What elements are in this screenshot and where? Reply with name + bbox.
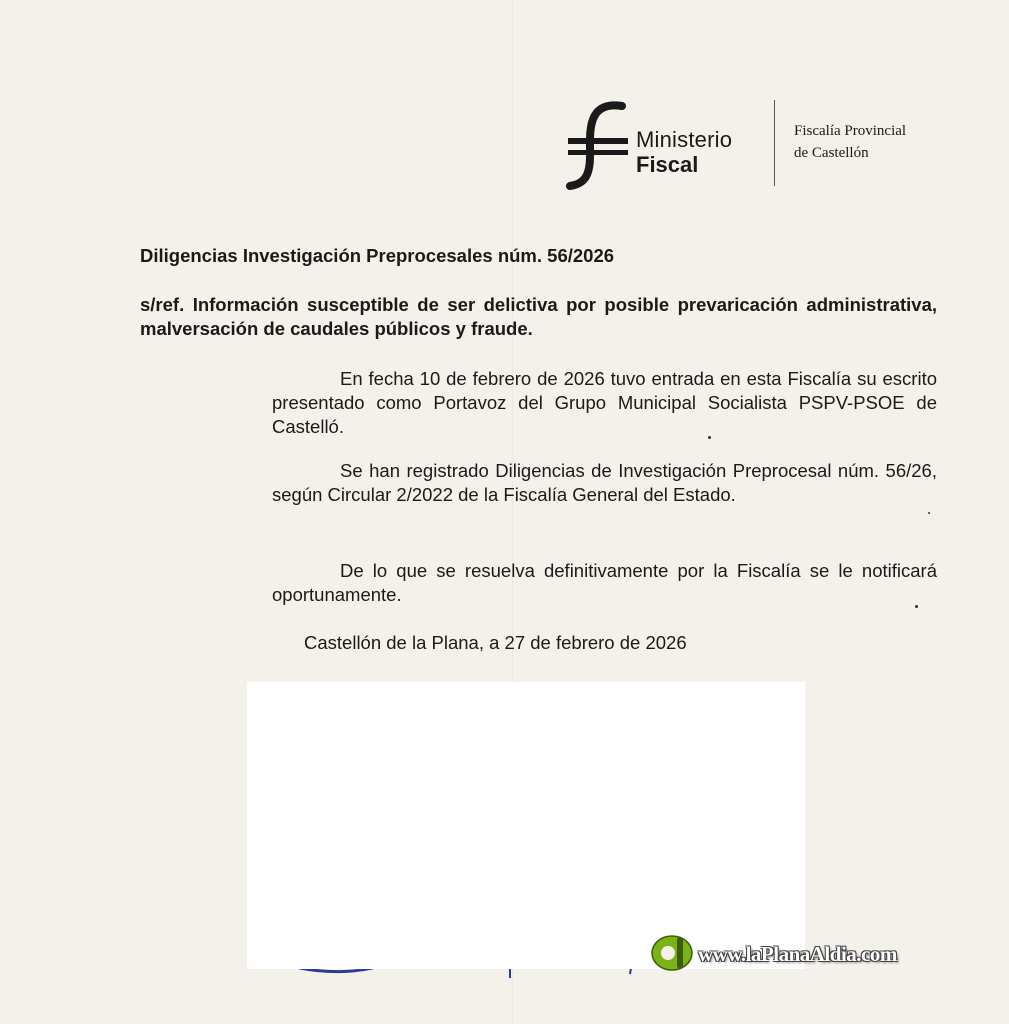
logo-divider	[774, 100, 775, 186]
paper-speck	[928, 512, 930, 514]
fiscalia-provincial-label	[794, 120, 906, 164]
fiscalia-provincial-line2: de Castellón	[794, 145, 869, 161]
redacted-signature-area	[247, 682, 805, 969]
lpa-logo-icon	[650, 934, 694, 972]
paper-speck	[708, 436, 711, 439]
document-heading: Diligencias Investigación Preprocesales núm. 56/2026	[140, 245, 615, 266]
ministerio-fiscal-logo	[566, 100, 946, 190]
ministerio-fiscal-emblem-icon	[566, 100, 630, 190]
document-subject: s/ref. Información susceptible de ser delictiva por posible prevaricación administrativa, malversación de caudales públicos y fraude.	[140, 294, 937, 339]
paragraph-1: En fecha 10 de febrero de 2026 tuvo entrada en esta Fiscalía su escrito presentado como Portavoz del Grupo Municipal Socialista PSPV-PSOE de Castelló.	[272, 368, 937, 437]
fiscalia-provincial-line1: Fiscalía Provincial	[794, 123, 907, 139]
logo-fiscal-text: Fiscal	[636, 152, 699, 177]
logo-ministerio-text: Ministerio	[636, 127, 733, 152]
watermark-text: www.laPlanaAldia.com	[698, 942, 897, 966]
paragraph-2: Se han registrado Diligencias de Investigación Preprocesal núm. 56/26, según Circular 2/2022 de la Fiscalía General del Estado.	[272, 460, 937, 505]
paper-speck	[915, 605, 918, 608]
paragraph-3: De lo que se resuelva definitivamente por la Fiscalía se le notificará oportunamente.	[272, 560, 937, 605]
place-and-date: Castellón de la Plana, a 27 de febrero de 2026	[304, 632, 687, 653]
website-watermark	[650, 932, 910, 976]
